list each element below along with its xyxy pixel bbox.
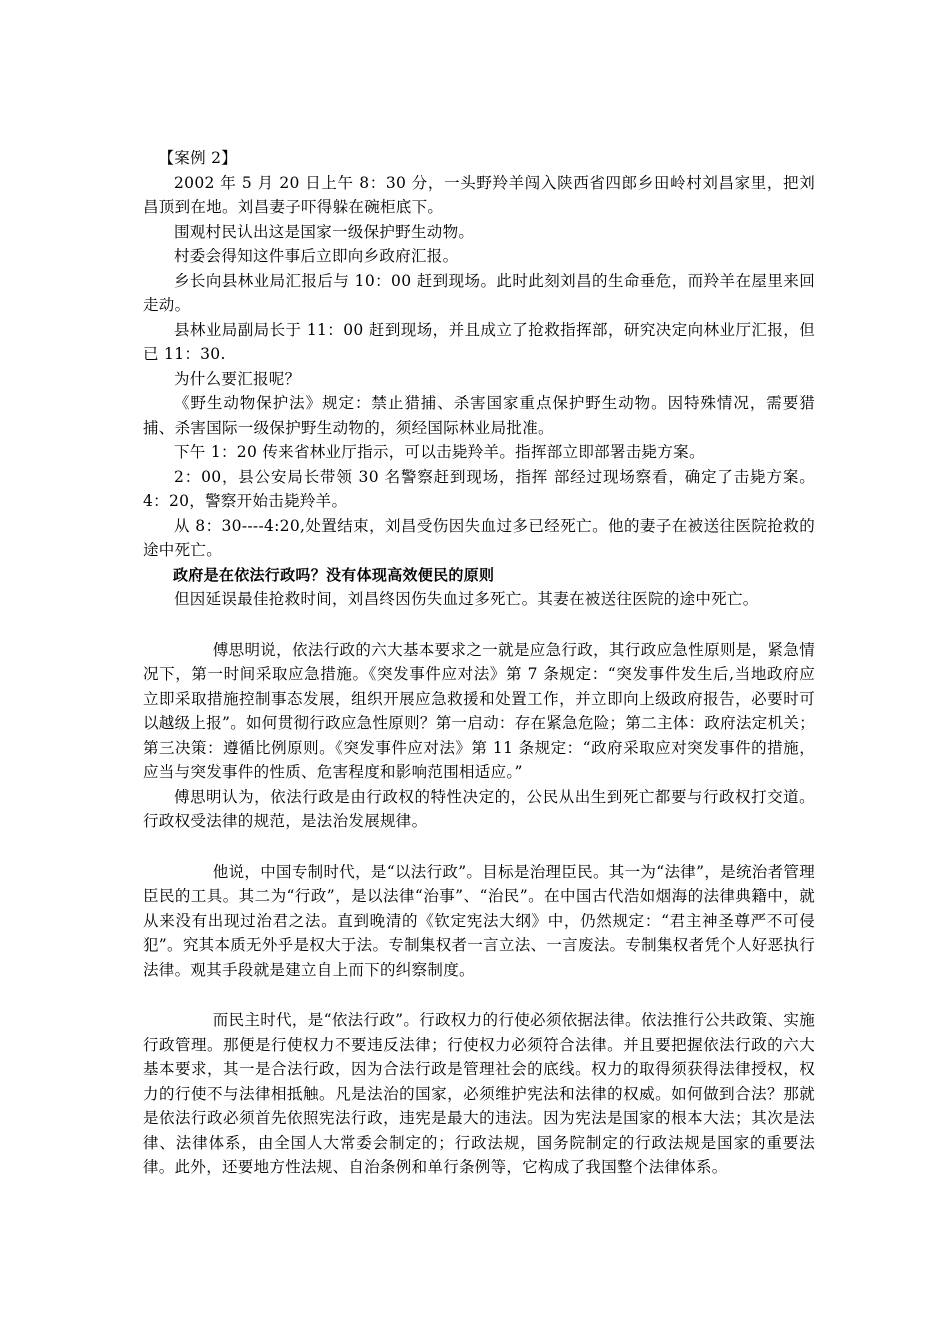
case-paragraph: 村委会得知这件事后立即向乡政府汇报。	[174, 247, 459, 265]
blank-line	[143, 834, 815, 860]
section1-paragraph: 傅思明认为，依法行政是由行政权的特性决定的，公民从出生到死亡都要与行政权打交道。行政权受法律的规范，是法治发展规律。	[143, 787, 815, 830]
blank-line	[143, 982, 815, 1008]
section2-paragraph: 他说，中国专制时代，是“以法行政”。目标是治理臣民。其一为“法律”，是统治者管理臣民的工具。其二为“行政”，是以法律“治事”、“治民”。在中国古代浩如烟海的法律典籍中，就从来没有出现过治君之法。直到晚清的《钦定宪法大纲》中，仍然规定：“君主神圣尊严不可侵犯”。究其本质无外乎是权大于法。专制集权者一言立法、一言废法。专制集权者凭个人好恶执行法律。观其手段就是建立自上而下的纠察制度。	[143, 862, 815, 979]
case-paragraph: 乡长向县林业局汇报后与 10：00 赶到现场。此时此刻刘昌的生命垂危，而羚羊在屋里来回走动。	[143, 271, 815, 314]
document-page	[143, 146, 815, 1180]
case-heading: 【案例 2】	[158, 149, 238, 167]
case-paragraph: 县林业局副局长于 11：00 赶到现场，并且成立了抢救指挥部，研究决定向林业厅汇报，但已 11：30.	[143, 320, 815, 363]
blank-line	[143, 612, 815, 638]
case-paragraph: 围观村民认出这是国家一级保护野生动物。	[174, 222, 475, 241]
bold-question: 政府是在依法行政吗？没有体现高效便民的原则	[173, 565, 495, 584]
section3-paragraph: 而民主时代，是“依法行政”。行政权力的行使必须依据法律。依法推行公共政策、实施行政管理。那便是行使权力不要违反法律；行使权力必须符合法律。并且要把握依法行政的六大基本要求，其一是合法行政，因为合法行政是管理社会的底线。权力的取得须获得法律授权，权力的行使不与法律相抵触。凡是法治的国家，必须维护宪法和法律的权威。如何做到合法？那就是依法行政必须首先依照宪法行政，违宪是最大的违法。因为宪法是国家的根本大法；其次是法律、法律体系，由全国人大常委会制定的；行政法规，国务院制定的行政法规是国家的重要法律。此外，还要地方性法规、自治条例和单行条例等，它构成了我国整个法律体系。	[143, 1011, 815, 1176]
case-paragraph: 从 8：30----4:20,处置结束，刘昌受伤因失血过多已经死亡。他的妻子在被送往医院抢救的途中死亡。	[143, 516, 815, 559]
case-paragraph: 2：00，县公安局长带领 30 名警察赶到现场，指挥 部经过现场察看，确定了击毙方案。4：20，警察开始击毙羚羊。	[143, 467, 815, 510]
section1-paragraph: 傅思明说，依法行政的六大基本要求之一就是应急行政，其行政应急性原则是，紧急情况下，第一时间采取应急措施。《突发事件应对法》第 7 条规定：“突发事件发生后,当地政府应立即采取措施控制事态发展，组织开展应急救援和处置工作，并立即向上级政府报告，必要时可以越级上报”。如何贯彻行政应急性原则？第一启动：存在紧急危险；第二主体：政府法定机关；第三决策：遵循比例原则。《突发事件应对法》第 11 条规定：“政府采取应对突发事件的措施，应当与突发事件的性质、危害程度和影响范围相适应。”	[143, 640, 815, 781]
case-paragraph: 为什么要汇报呢？	[174, 369, 301, 388]
conclusion-paragraph: 但因延误最佳抢救时间，刘昌终因伤失血过多死亡。其妻在被送往医院的途中死亡。	[174, 590, 759, 608]
case-paragraph: 2002 年 5 月 20 日上午 8：30 分，一头野羚羊闯入陕西省四郎乡田岭村刘昌家里，把刘昌顶到在地。刘昌妻子吓得躲在碗柜底下。	[143, 173, 815, 216]
case-paragraph: 下午 1：20 传来省林业厅指示，可以击毙羚羊。指挥部立即部署击毙方案。	[174, 443, 705, 461]
case-paragraph: 《野生动物保护法》规定：禁止猎捕、杀害国家重点保护野生动物。因特殊情况，需要猎捕、杀害国际一级保护野生动物的，须经国际林业局批准。	[143, 394, 815, 437]
